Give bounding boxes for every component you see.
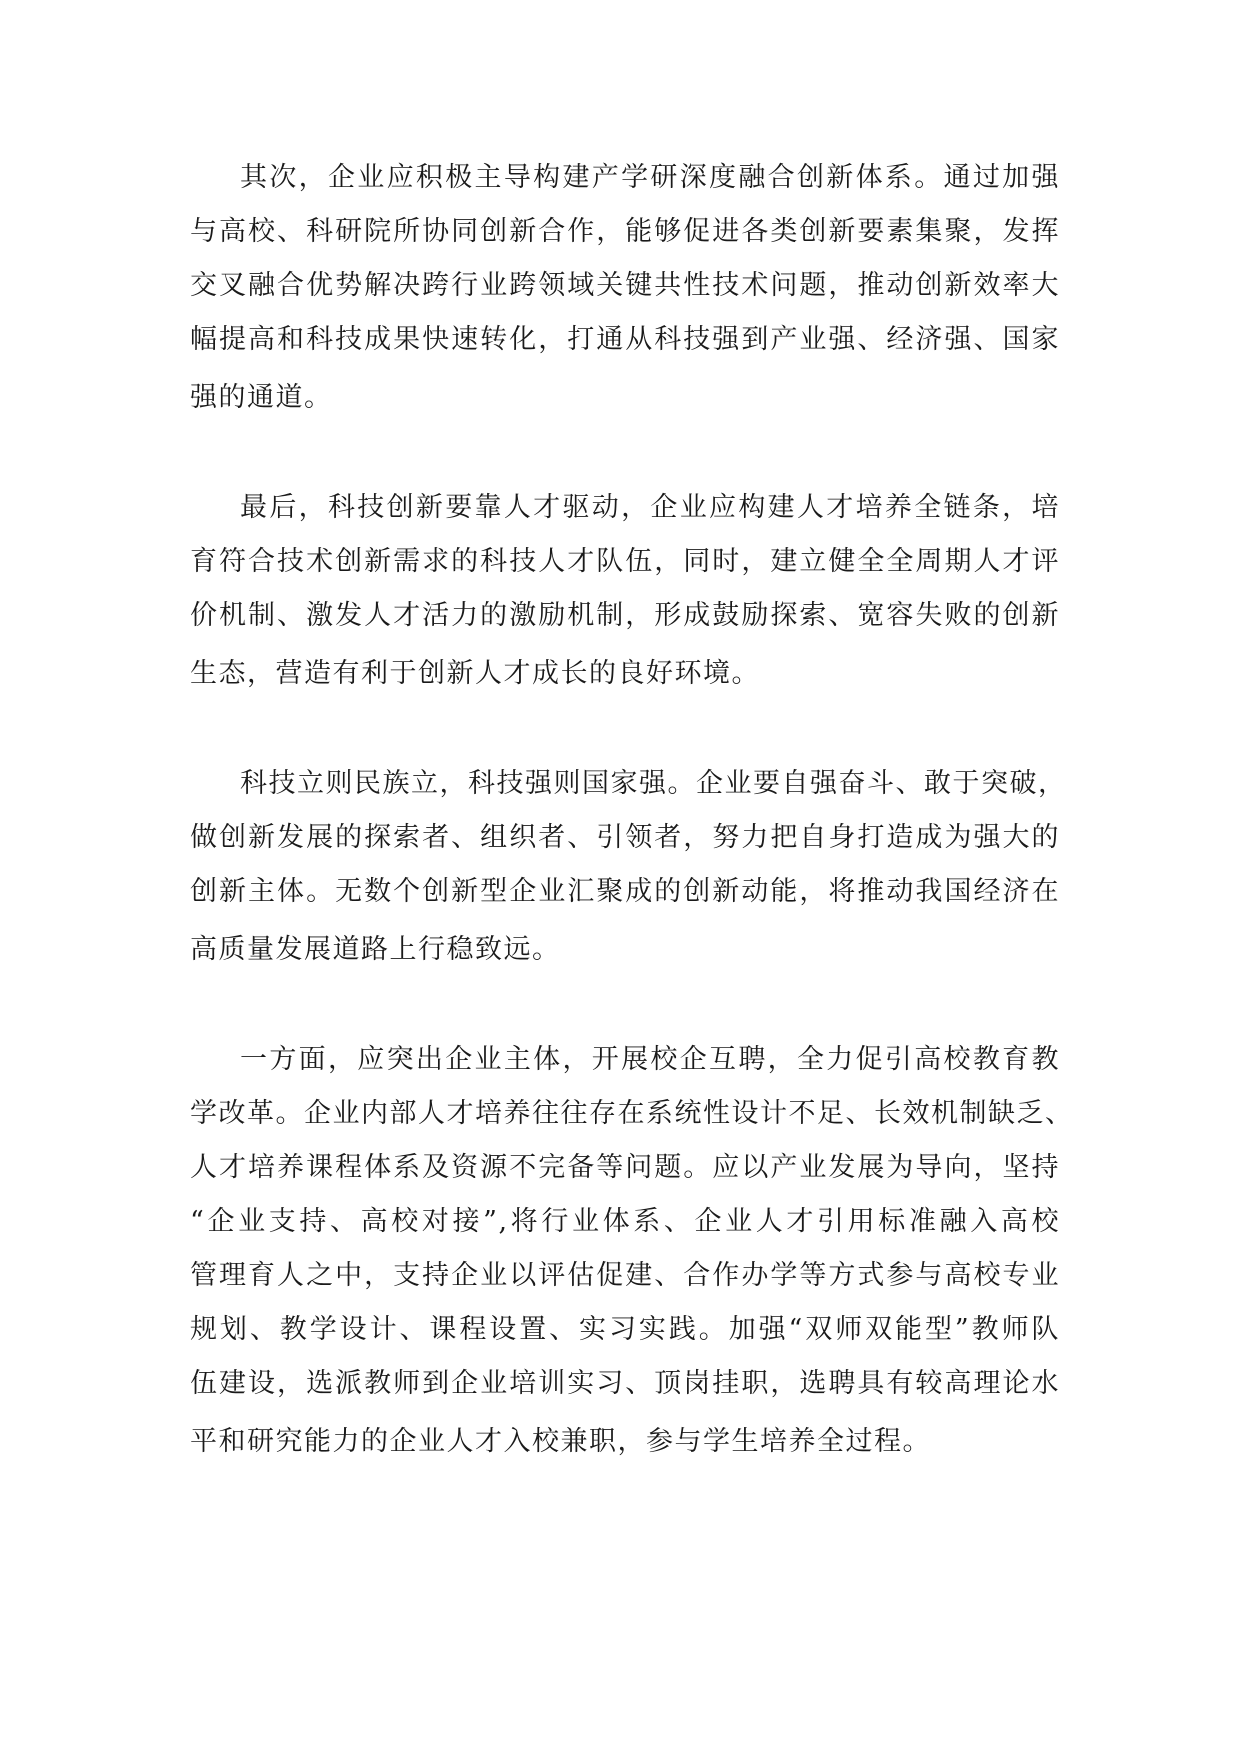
paragraph-1-line-1: 其次，企业应积极主导构建产学研深度融合创新体系。通过加强	[240, 162, 1060, 193]
paragraph-2-line-2: 育符合技术创新需求的科技人才队伍，同时，建立健全全周期人才评	[190, 546, 1060, 577]
paragraph-2-line-3: 价机制、激发人才活力的激励机制，形成鼓励探索、宽容失败的创新	[190, 600, 1060, 631]
paragraph-1-line-2: 与高校、科研院所协同创新合作，能够促进各类创新要素集聚，发挥	[190, 216, 1060, 247]
paragraph-1-line-4: 幅提高和科技成果快速转化，打通从科技强到产业强、经济强、国家	[190, 324, 1060, 355]
paragraph-1-line-5: 强的通道。	[190, 382, 333, 413]
paragraph-4-line-7: 伍建设，选派教师到企业培训实习、顶岗挂职，选聘具有较高理论水	[190, 1368, 1060, 1399]
paragraph-2-line-1: 最后，科技创新要靠人才驱动，企业应构建人才培养全链条，培	[240, 492, 1060, 523]
paragraph-4-line-6: 规划、教学设计、课程设置、实习实践。加强“双师双能型”教师队	[190, 1314, 1060, 1345]
paragraph-3-line-4: 高质量发展道路上行稳致远。	[190, 934, 561, 965]
paragraph-4-line-1: 一方面，应突出企业主体，开展校企互聘，全力促引高校教育教	[240, 1044, 1060, 1075]
paragraph-3-line-1: 科技立则民族立，科技强则国家强。企业要自强奋斗、敢于突破，	[240, 768, 1067, 799]
paragraph-4-line-2: 学改革。企业内部人才培养往往存在系统性设计不足、长效机制缺乏、	[190, 1098, 1074, 1129]
paragraph-4-line-3: 人才培养课程体系及资源不完备等问题。应以产业发展为导向，坚持	[190, 1152, 1060, 1183]
paragraph-2-line-4: 生态，营造有利于创新人才成长的良好环境。	[190, 658, 760, 689]
paragraph-4-line-4: “企业支持、高校对接”,将行业体系、企业人才引用标准融入高校	[190, 1206, 1060, 1237]
paragraph-4-line-8: 平和研究能力的企业人才入校兼职，参与学生培养全过程。	[190, 1426, 931, 1457]
paragraph-1-line-3: 交叉融合优势解决跨行业跨领域关键共性技术问题，推动创新效率大	[190, 270, 1060, 301]
paragraph-3-line-3: 创新主体。无数个创新型企业汇聚成的创新动能，将推动我国经济在	[190, 876, 1060, 907]
paragraph-3-line-2: 做创新发展的探索者、组织者、引领者，努力把自身打造成为强大的	[190, 822, 1060, 853]
paragraph-4-line-5: 管理育人之中，支持企业以评估促建、合作办学等方式参与高校专业	[190, 1260, 1060, 1291]
